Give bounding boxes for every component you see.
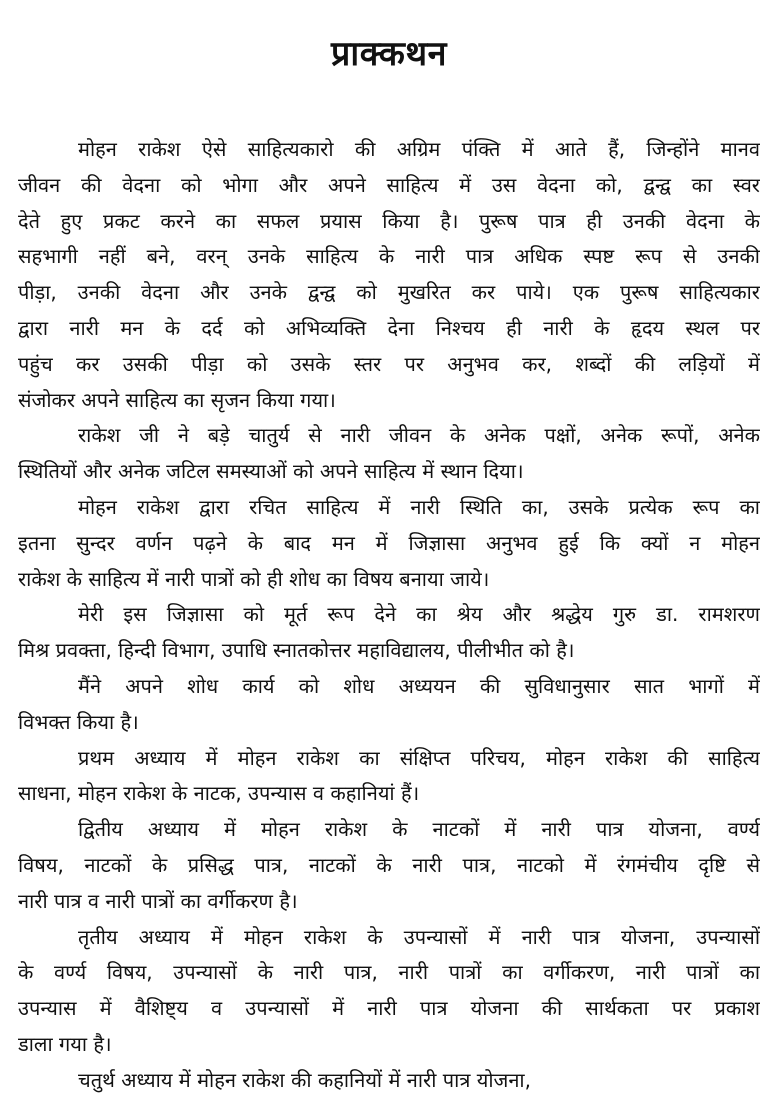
document-body: [18, 132, 760, 1099]
text-line: देते हुए प्रकट करने का सफल प्रयास किया है। पुरूष पात्र ही उनकी वेदना के: [18, 208, 760, 233]
paragraph: [18, 597, 760, 669]
text-line: द्वितीय अध्याय में मोहन राकेश के नाटकों में नारी पात्र योजना, वर्ण्य: [78, 817, 760, 842]
text-line: पहुंच कर उसकी पीड़ा को उसके स्तर पर अनुभव कर, शब्दों की लड़ियों में: [18, 351, 760, 376]
text-line: मोहन राकेश द्वारा रचित साहित्य में नारी स्थिति का, उसके प्रत्येक रूप का: [78, 494, 760, 519]
paragraph: [18, 418, 760, 490]
text-line: पीड़ा, उनकी वेदना और उनके द्वन्द्व को मुखरित कर पाये। एक पुरूष साहित्यकार: [18, 280, 760, 305]
text-line: नारी पात्र व नारी पात्रों का वर्गीकरण है।: [18, 888, 298, 913]
text-line: मिश्र प्रवक्ता, हिन्दी विभाग, उपाधि स्नातकोत्तर महाविद्यालय, पीलीभीत को है।: [18, 638, 575, 663]
text-line: के वर्ण्य विषय, उपन्यासों के नारी पात्र, नारी पात्रों का वर्गीकरण, नारी पात्रों का: [18, 960, 760, 985]
text-line: राकेश के साहित्य में नारी पात्रों को ही शोध का विषय बनाया जाये।: [18, 566, 490, 591]
text-line: उपन्यास में वैशिष्ट्य व उपन्यासों में नारी पात्र योजना की सार्थकता पर प्रकाश: [18, 996, 760, 1021]
text-line: द्वारा नारी मन के दर्द को अभिव्यक्ति देना निश्चय ही नारी के हृदय स्थल पर: [18, 315, 760, 340]
text-line: स्थितियों और अनेक जटिल समस्याओं को अपने साहित्य में स्थान दिया।: [18, 459, 524, 484]
paragraph: [18, 669, 760, 741]
page-title: प्राक्कथन: [331, 34, 447, 74]
paragraph: [18, 490, 760, 597]
text-line: सहभागी नहीं बने, वरन् उनके साहित्य के नारी पात्र अधिक स्पष्ट रूप से उनकी: [18, 244, 760, 269]
text-line: मैंने अपने शोध कार्य को शोध अध्ययन की सुविधानुसार सात भागों में: [78, 673, 760, 698]
text-line: प्रथम अध्याय में मोहन राकेश का संक्षिप्त परिचय, मोहन राकेश की साहित्य: [78, 745, 760, 770]
paragraph: [18, 132, 760, 418]
text-line: राकेश जी ने बड़े चातुर्य से नारी जीवन के अनेक पक्षों, अनेक रूपों, अनेक: [78, 423, 760, 448]
paragraph: [18, 741, 760, 813]
text-line: तृतीय अध्याय में मोहन राकेश के उपन्यासों में नारी पात्र योजना, उपन्यासों: [78, 924, 760, 949]
text-line: चतुर्थ अध्याय में मोहन राकेश की कहानियों में नारी पात्र योजना,: [78, 1067, 531, 1092]
text-line: डाला गया है।: [18, 1031, 112, 1056]
paragraph: [18, 1063, 760, 1099]
paragraph: [18, 812, 760, 919]
text-line: विषय, नाटकों के प्रसिद्ध पात्र, नाटकों के नारी पात्र, नाटको में रंगमंचीय दृष्टि से: [18, 852, 760, 877]
paragraph: [18, 920, 760, 1063]
text-line: मोहन राकेश ऐसे साहित्यकारो की अग्रिम पंक्ति में आते हैं, जिन्होंने मानव: [78, 137, 760, 161]
text-line: इतना सुन्दर वर्णन पढ़ने के बाद मन में जिज्ञासा अनुभव हुई कि क्यों न मोहन: [18, 530, 760, 555]
text-line: संजोकर अपने साहित्य का सृजन किया गया।: [18, 387, 336, 412]
text-line: मेरी इस जिज्ञासा को मूर्त रूप देने का श्रेय और श्रद्धेय गुरु डा. रामशरण: [78, 602, 760, 627]
text-line: जीवन की वेदना को भोगा और अपने साहित्य में उस वेदना को, द्वन्द्व का स्वर: [18, 172, 760, 197]
text-line: विभक्त किया है।: [18, 709, 139, 734]
text-line: साधना, मोहन राकेश के नाटक, उपन्यास व कहानियां हैं।: [18, 781, 420, 806]
